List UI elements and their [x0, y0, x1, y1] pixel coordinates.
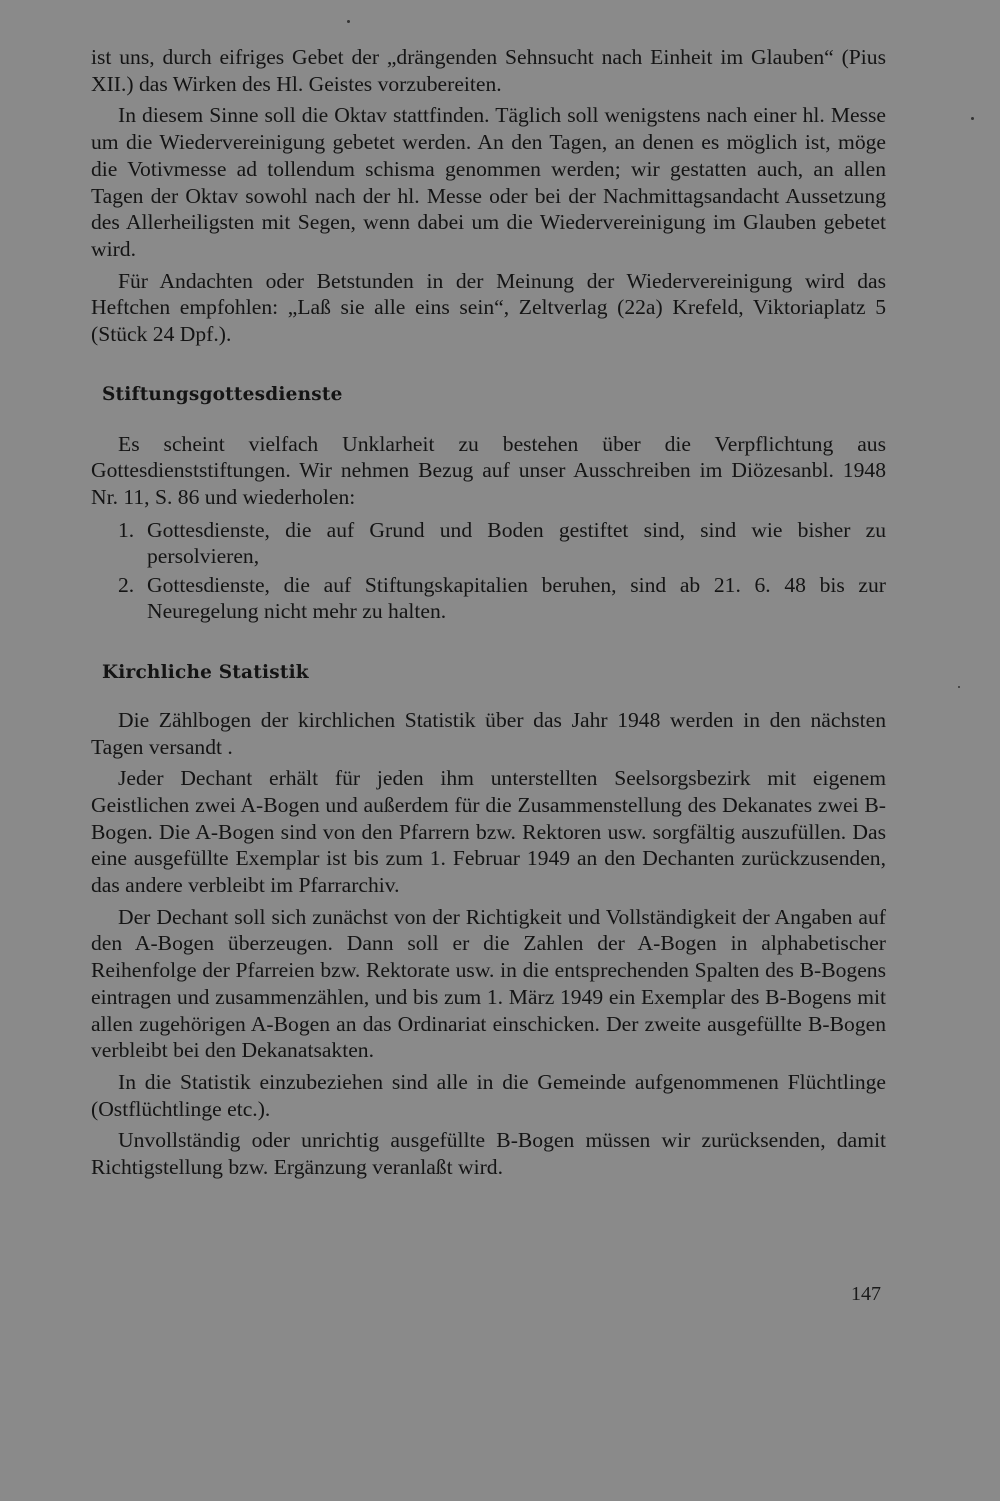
list-item [91, 517, 886, 570]
scan-speck [971, 117, 974, 120]
page-number: 147 [851, 1283, 881, 1305]
statistik-paragraph-4: In die Statistik einzubeziehen sind alle in die Gemeinde aufgenommenen Flüchtlinge (Ostflüchtlinge etc.). [91, 1069, 886, 1121]
section-stiftungsgottesdienste [91, 431, 886, 625]
statistik-paragraph-2: Jeder Dechant erhält für jeden ihm unterstellten Seelsorgsbezirk mit eigenem Geistlichen zwei A-Bogen und außerdem für die Zusammenstellung des Dekanates zwei B-Bogen. Die A-Bogen sind von den Pfarrern bzw. Rektoren usw. sorgfältig auszufüllen. Das eine ausgefüllte Exemplar ist bis zum 1. Februar 1949 an den Dechanten zurückzusenden, das andere verbleibt im Pfarrarchiv. [91, 766, 886, 898]
intro-paragraph-1: ist uns, durch eifriges Gebet der „drängenden Sehnsucht nach Einheit im Glauben“ (Pius XII.) das Wirken des Hl. Geistes vorzubereiten. [91, 45, 886, 96]
statistik-paragraph-5: Unvollständig oder unrichtig ausgefüllte B-Bogen müssen wir zurücksenden, damit Richtigstellung bzw. Ergänzung veranlaßt wird. [91, 1128, 886, 1180]
section-kirchliche-statistik [91, 707, 886, 1181]
section-intro [91, 44, 886, 348]
scan-speck [958, 686, 960, 688]
statistik-paragraph-1: Die Zählbogen der kirchlichen Statistik über das Jahr 1948 werden in den nächsten Tagen versandt . [91, 707, 886, 759]
list-item-text: Gottesdienste, die auf Grund und Boden gestiftet sind, sind wie bisher zu persolvieren, [147, 517, 886, 569]
list-item-number: 2. [118, 572, 135, 597]
list-item-text: Gottesdienste, die auf Stiftungskapitalien beruhen, sind ab 21. 6. 48 bis zur Neuregelung nicht mehr zu halten. [147, 572, 886, 624]
intro-paragraph-2: In diesem Sinne soll die Oktav stattfinden. Täglich soll wenigstens nach einer hl. Messe um die Wiedervereinigung gebetet werden. An den Tagen, an denen es möglich ist, möge die Votivmesse ad tollendum schisma genommen werden; wir gestatten auch, an allen Tagen der Oktav sowohl nach der hl. Messe oder bei der Nachmittagsandacht Aussetzung des Allerheiligsten mit Segen, wenn dabei um die Wiedervereinigung im Glauben gebetet wird. [91, 103, 886, 261]
list-item [91, 572, 886, 625]
statistik-paragraph-3: Der Dechant soll sich zunächst von der Richtigkeit und Vollständigkeit der Angaben auf den A-Bogen überzeugen. Dann soll er die Zahlen der A-Bogen in alphabetischer Reihenfolge der Pfarreien bzw. Rektorate usw. in die entsprechenden Spalten des B-Bogens eintragen und zusammenzählen, und bis zum 1. März 1949 ein Exemplar des B-Bogens mit allen zugehörigen A-Bogen an das Ordinariat einschicken. Der zweite ausgefüllte B-Bogen verbleibt bei den Dekanatsakten. [91, 904, 886, 1063]
list-item-number: 1. [118, 517, 135, 542]
document-page [91, 44, 886, 1181]
stiftung-intro-paragraph: Es scheint vielfach Unklarheit zu bestehen über die Verpflichtung aus Gottesdienststiftungen. Wir nehmen Bezug auf unser Ausschreiben im Diözesanbl. 1948 Nr. 11, S. 86 und wiederholen: [91, 431, 886, 510]
scan-speck [347, 20, 350, 23]
heading-stiftungsgottesdienste: Stiftungsgottesdienste [102, 383, 343, 405]
heading-kirchliche-statistik: Kirchliche Statistik [102, 661, 309, 683]
stiftung-list [91, 517, 886, 625]
intro-paragraph-3: Für Andachten oder Betstunden in der Meinung der Wiedervereinigung wird das Heftchen empfohlen: „Laß sie alle eins sein“, Zeltverlag (22a) Krefeld, Viktoriaplatz 5 (Stück 24 Dpf.). [91, 268, 886, 347]
